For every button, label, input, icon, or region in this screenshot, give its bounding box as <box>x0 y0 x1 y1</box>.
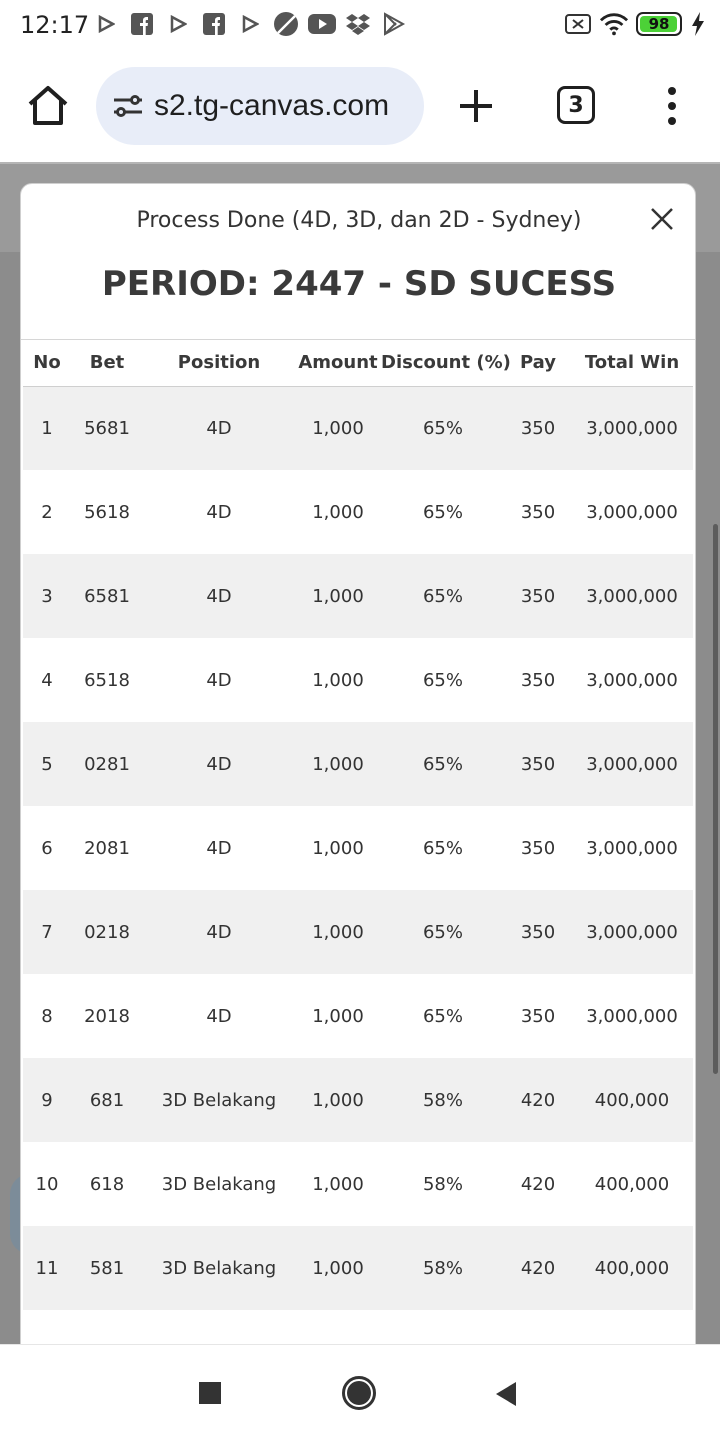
cell-position: 4D <box>143 554 295 638</box>
cell-pay: 350 <box>505 638 571 722</box>
browser-toolbar <box>0 50 720 162</box>
cell-amount: 1,000 <box>295 1058 381 1142</box>
cell-no: 5 <box>23 722 71 806</box>
table-row <box>23 890 693 974</box>
cell-total-win: 3,000,000 <box>571 890 693 974</box>
facebook-icon <box>200 10 228 38</box>
system-nav-bar <box>0 1344 720 1440</box>
cell-position: 4D <box>143 974 295 1058</box>
cell-position: 4D <box>143 386 295 470</box>
home-button[interactable] <box>24 82 72 130</box>
cell-bet: 5618 <box>71 470 143 554</box>
column-header: No <box>23 340 71 386</box>
period-heading: PERIOD: 2447 - SD SUCESS <box>101 264 617 304</box>
result-modal <box>20 183 696 1383</box>
cell-no: 4 <box>23 638 71 722</box>
cell-amount: 1,000 <box>295 722 381 806</box>
cell-total-win: 3,000,000 <box>571 554 693 638</box>
cell-amount: 1,000 <box>295 1142 381 1226</box>
play-icon <box>164 10 192 38</box>
back-icon <box>494 1381 518 1407</box>
cell-discount: 65% <box>381 890 505 974</box>
cell-position: 3D Belakang <box>143 1058 295 1142</box>
cell-bet: 0218 <box>71 890 143 974</box>
home-nav-button[interactable] <box>342 1376 376 1410</box>
browser-menu-button[interactable] <box>660 86 684 126</box>
cell-no: 6 <box>23 806 71 890</box>
cell-no: 2 <box>23 470 71 554</box>
youtube-icon <box>308 10 336 38</box>
new-tab-button[interactable] <box>456 86 496 126</box>
cell-discount: 58% <box>381 1226 505 1310</box>
cell-amount: 1,000 <box>295 386 381 470</box>
cell-bet: 0281 <box>71 722 143 806</box>
table-row <box>23 386 693 470</box>
cell-bet: 2018 <box>71 974 143 1058</box>
cell-discount: 58% <box>381 1142 505 1226</box>
close-icon <box>649 206 675 232</box>
cell-discount: 65% <box>381 974 505 1058</box>
cell-amount: 1,000 <box>295 974 381 1058</box>
status-time: 12:17 <box>20 11 90 39</box>
tab-switcher-button[interactable] <box>557 86 595 124</box>
cell-total-win: 3,000,000 <box>571 386 693 470</box>
tab-count: 3 <box>568 92 584 118</box>
system-icons <box>564 10 706 38</box>
cell-discount: 65% <box>381 722 505 806</box>
url-bar[interactable] <box>96 67 424 145</box>
cell-pay: 350 <box>505 722 571 806</box>
cell-bet: 681 <box>71 1058 143 1142</box>
cell-bet: 581 <box>71 1226 143 1310</box>
cell-total-win: 3,000,000 <box>571 638 693 722</box>
cell-discount: 65% <box>381 554 505 638</box>
cell-position: 4D <box>143 806 295 890</box>
cell-total-win: 3,000,000 <box>571 470 693 554</box>
table-row <box>23 1226 693 1310</box>
cell-amount: 1,000 <box>295 1226 381 1310</box>
play-icon <box>236 10 264 38</box>
cell-no: 10 <box>23 1142 71 1226</box>
table-header-row <box>23 340 693 386</box>
cell-discount: 58% <box>381 1058 505 1142</box>
play-icon <box>92 10 120 38</box>
cell-position: 4D <box>143 890 295 974</box>
cell-amount: 1,000 <box>295 554 381 638</box>
column-header: Position <box>143 340 295 386</box>
results-table <box>23 340 693 1310</box>
facebook-icon <box>128 10 156 38</box>
cell-no: 3 <box>23 554 71 638</box>
column-header: Bet <box>71 340 143 386</box>
charging-icon <box>690 10 706 38</box>
cell-position: 3D Belakang <box>143 1142 295 1226</box>
battery-level: 98 <box>648 15 670 33</box>
cell-position: 4D <box>143 722 295 806</box>
cell-bet: 5681 <box>71 386 143 470</box>
recents-button[interactable] <box>199 1382 221 1404</box>
table-row <box>23 554 693 638</box>
plus-icon <box>456 86 496 126</box>
cell-total-win: 3,000,000 <box>571 722 693 806</box>
scrollbar[interactable] <box>713 524 718 1074</box>
wifi-icon <box>600 10 628 38</box>
table-row <box>23 806 693 890</box>
cell-bet: 618 <box>71 1142 143 1226</box>
cell-bet: 6581 <box>71 554 143 638</box>
more-vert-icon <box>660 86 684 126</box>
cell-bet: 2081 <box>71 806 143 890</box>
cell-discount: 65% <box>381 470 505 554</box>
cell-pay: 350 <box>505 806 571 890</box>
column-header: Amount <box>295 340 381 386</box>
modal-title: Process Done (4D, 3D, dan 2D - Sydney) <box>136 208 582 233</box>
cell-pay: 350 <box>505 974 571 1058</box>
battery-icon <box>636 12 682 36</box>
cell-amount: 1,000 <box>295 470 381 554</box>
table-row <box>23 1058 693 1142</box>
cell-position: 3D Belakang <box>143 1226 295 1310</box>
cell-amount: 1,000 <box>295 638 381 722</box>
cell-total-win: 3,000,000 <box>571 974 693 1058</box>
cell-bet: 6518 <box>71 638 143 722</box>
dropbox-icon <box>344 10 372 38</box>
table-row <box>23 722 693 806</box>
slash-circle-icon <box>272 10 300 38</box>
no-sim-icon <box>564 10 592 38</box>
table-row <box>23 638 693 722</box>
cell-total-win: 3,000,000 <box>571 806 693 890</box>
cell-discount: 65% <box>381 386 505 470</box>
table-row <box>23 470 693 554</box>
site-settings-icon[interactable] <box>112 90 144 122</box>
home-icon <box>24 82 72 130</box>
table-row <box>23 974 693 1058</box>
home-circle-icon <box>347 1381 371 1405</box>
cell-no: 11 <box>23 1226 71 1310</box>
table-row <box>23 1142 693 1226</box>
notification-icons <box>92 10 408 38</box>
cell-total-win: 400,000 <box>571 1226 693 1310</box>
cell-no: 9 <box>23 1058 71 1142</box>
play-store-icon <box>380 10 408 38</box>
column-header: Discount (%) <box>381 340 505 386</box>
cell-amount: 1,000 <box>295 806 381 890</box>
cell-pay: 350 <box>505 470 571 554</box>
cell-pay: 350 <box>505 386 571 470</box>
cell-amount: 1,000 <box>295 890 381 974</box>
column-header: Pay <box>505 340 571 386</box>
cell-no: 7 <box>23 890 71 974</box>
cell-no: 8 <box>23 974 71 1058</box>
cell-discount: 65% <box>381 638 505 722</box>
cell-total-win: 400,000 <box>571 1142 693 1226</box>
cell-pay: 420 <box>505 1058 571 1142</box>
cell-no: 1 <box>23 386 71 470</box>
cell-position: 4D <box>143 638 295 722</box>
cell-pay: 350 <box>505 890 571 974</box>
cell-pay: 420 <box>505 1142 571 1226</box>
url-text[interactable]: s2.tg-canvas.com <box>154 89 390 122</box>
cell-total-win: 400,000 <box>571 1058 693 1142</box>
status-bar <box>0 0 720 50</box>
cell-pay: 420 <box>505 1226 571 1310</box>
close-button[interactable] <box>649 206 675 232</box>
cell-pay: 350 <box>505 554 571 638</box>
back-button[interactable] <box>494 1381 518 1407</box>
cell-discount: 65% <box>381 806 505 890</box>
column-header: Total Win <box>571 340 693 386</box>
cell-position: 4D <box>143 470 295 554</box>
